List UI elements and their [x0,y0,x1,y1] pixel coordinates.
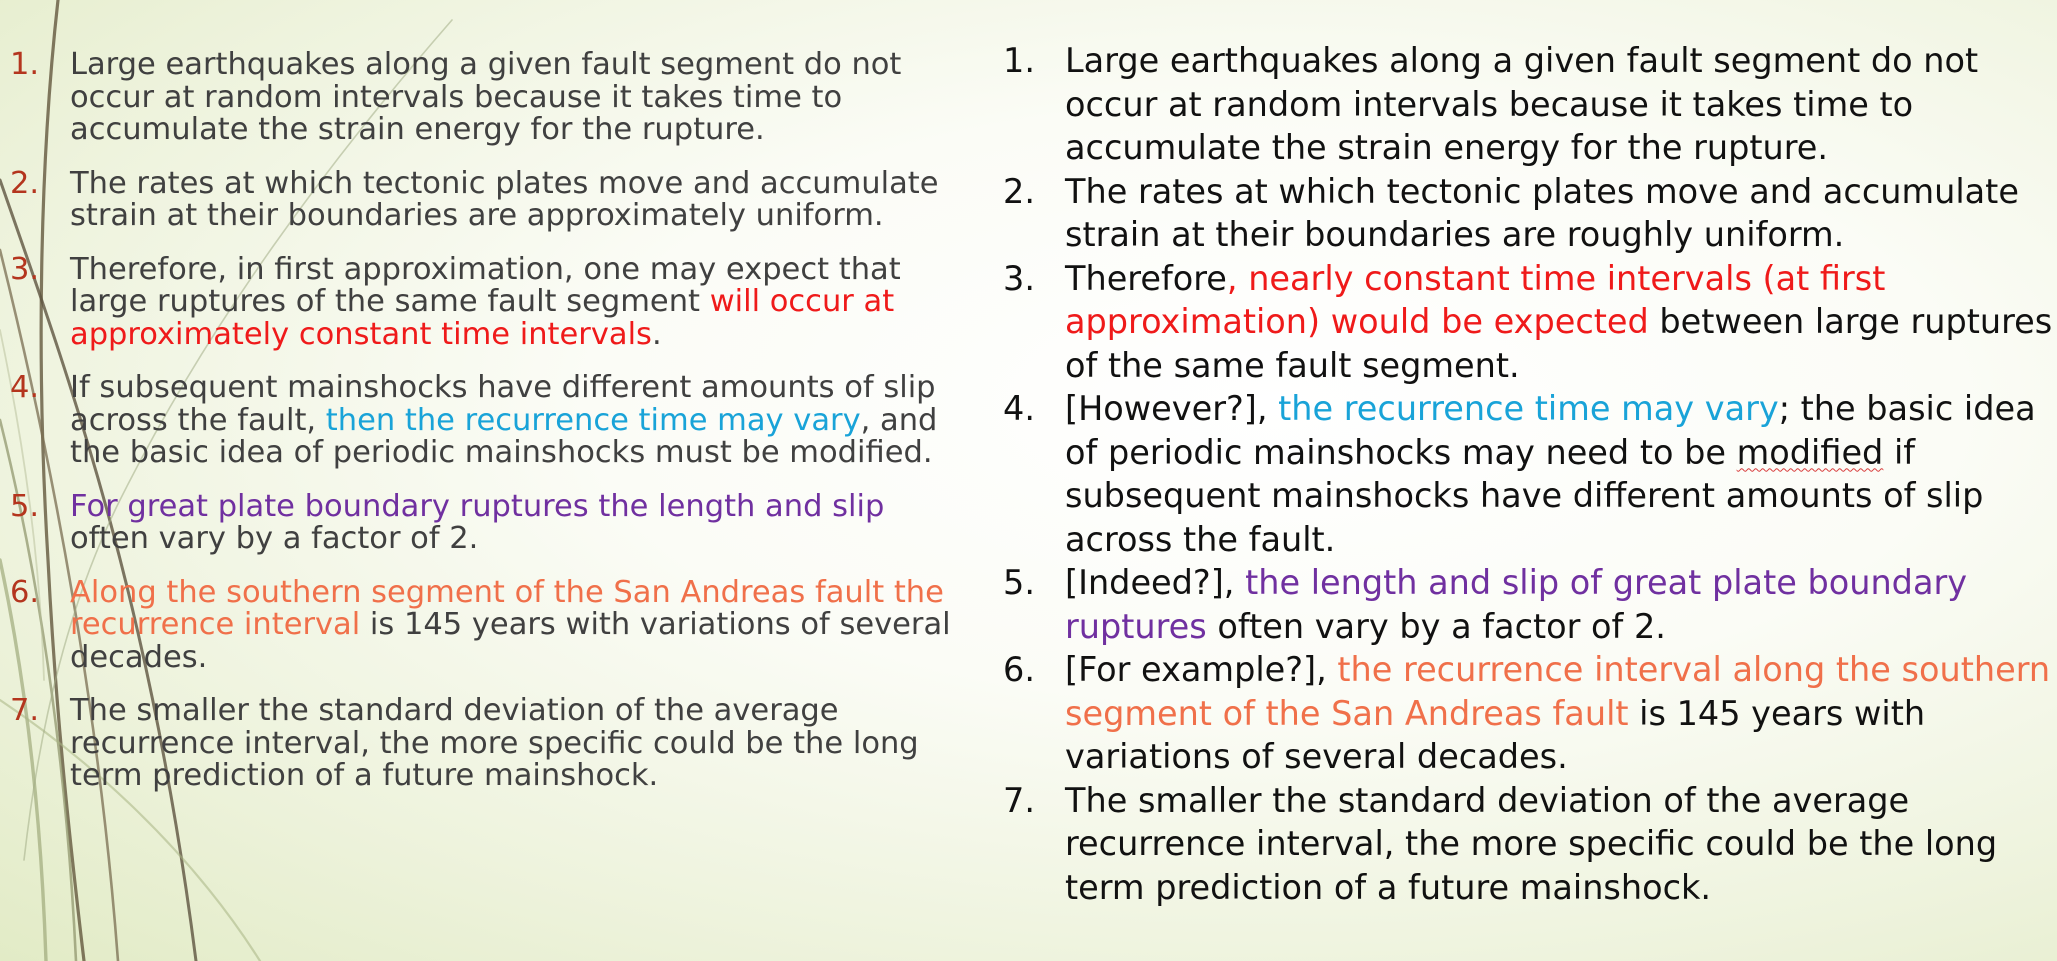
right-item-3-text: Therefore [1065,258,1227,298]
right-item-1-number: 1. [1003,41,1035,80]
right-item-4-text-middle: ; the basic idea of periodic mainshocks may need to be [1065,389,2036,472]
left-item-1-number: 1. [10,47,40,82]
right-list-item-4 [1003,387,2055,561]
left-item-5-highlight: For great plate boundary ruptures the length and slip [70,488,885,524]
right-item-1-text: Large earthquakes along a given fault segment do not occur at random intervals because it takes time to accumulate the strain energy for the rupture. [1065,41,1979,167]
left-item-4-text-end: , and the basic idea of periodic mainshocks must be modified. [70,402,938,470]
right-item-4-text-end: if subsequent mainshocks have different amounts of slip across the fault. [1065,432,1984,559]
left-item-2-number: 2. [10,165,40,201]
right-list-item-6 [1003,648,2055,779]
left-list-item-7 [10,695,970,793]
left-item-4-highlight: then the recurrence time may vary [325,402,861,438]
left-list-item-4 [10,372,970,470]
right-item-4-text: [However?], [1065,389,1279,428]
right-list-item-1 [1003,39,2055,170]
left-item-3-text-end: . [651,316,662,352]
left-item-4-text: If subsequent mainshocks have different amounts of slip across the fault, [70,370,936,438]
right-item-5-text-end: often vary by a factor of 2. [1206,606,1666,646]
right-numbered-list [1003,39,2055,909]
right-item-3-text-end: between large ruptures of the same fault segment. [1065,302,2053,385]
right-list-item-7 [1003,779,2055,910]
left-item-1-text: Large earthquakes along a given fault segment do not occur at random intervals because it takes time to accumulate the strain energy for the rupture. [70,47,902,147]
left-item-6-highlight: Along the southern segment of the San Andreas fault the recurrence interval [70,574,944,642]
left-list-item-2 [10,165,970,233]
right-list-item-2 [1003,170,2055,257]
left-item-5-number: 5. [10,488,40,524]
right-item-2-text: The rates at which tectonic plates move and accumulate strain at their boundaries are roughly uniform. [1065,171,2019,254]
left-item-7-number: 7. [10,693,40,728]
right-item-3-number: 3. [1003,258,1035,298]
left-item-4-number: 4. [10,370,40,405]
left-list-item-6 [10,574,970,675]
left-item-5-text-end: often vary by a factor of 2. [70,521,479,556]
right-item-5-highlight: the length and slip of great plate boundary ruptures [1065,563,1968,646]
right-item-7-text: The smaller the standard deviation of the average recurrence interval, the more specific could be the long term prediction of a future mainshock. [1065,780,1998,907]
left-item-2-text: The rates at which tectonic plates move and accumulate strain at their boundaries are approximately uniform. [70,165,939,233]
left-list-item-3 [10,251,970,352]
right-item-6-highlight: the recurrence interval along the southern segment of the San Andreas fault [1065,650,2051,733]
right-item-5-text: [Indeed?], [1065,563,1246,602]
right-item-6-text-end: is 145 years with variations of several decades. [1065,693,1926,776]
right-item-4-highlight: the recurrence time may vary [1278,389,1779,428]
right-item-6-text: [For example?], [1065,650,1338,689]
right-item-4-number: 4. [1003,389,1035,428]
right-item-6-number: 6. [1003,650,1035,689]
right-list-item-5 [1003,561,2055,648]
left-item-6-text-end: is 145 years with variations of several decades. [70,607,951,675]
left-item-7-text: The smaller the standard deviation of the average recurrence interval, the more specific could be the long term prediction of a future mainshock. [70,693,919,793]
right-item-3-highlight: , nearly constant time intervals (at first approximation) would be expected [1065,258,1886,341]
right-item-4-spellcheck-word: modified [1736,432,1884,472]
right-item-2-number: 2. [1003,171,1035,211]
left-item-3-text: Therefore, in first approximation, one may expect that large ruptures of the same fault segment [70,251,901,319]
left-numbered-list [10,49,970,814]
left-item-6-number: 6. [10,574,40,610]
left-item-3-highlight: will occur at approximately constant time intervals [70,284,895,352]
left-item-3-number: 3. [10,251,40,287]
right-item-7-number: 7. [1003,780,1035,820]
right-item-5-number: 5. [1003,563,1035,602]
right-list-item-3 [1003,257,2055,388]
left-list-item-1 [10,49,970,147]
left-list-item-5 [10,488,970,556]
